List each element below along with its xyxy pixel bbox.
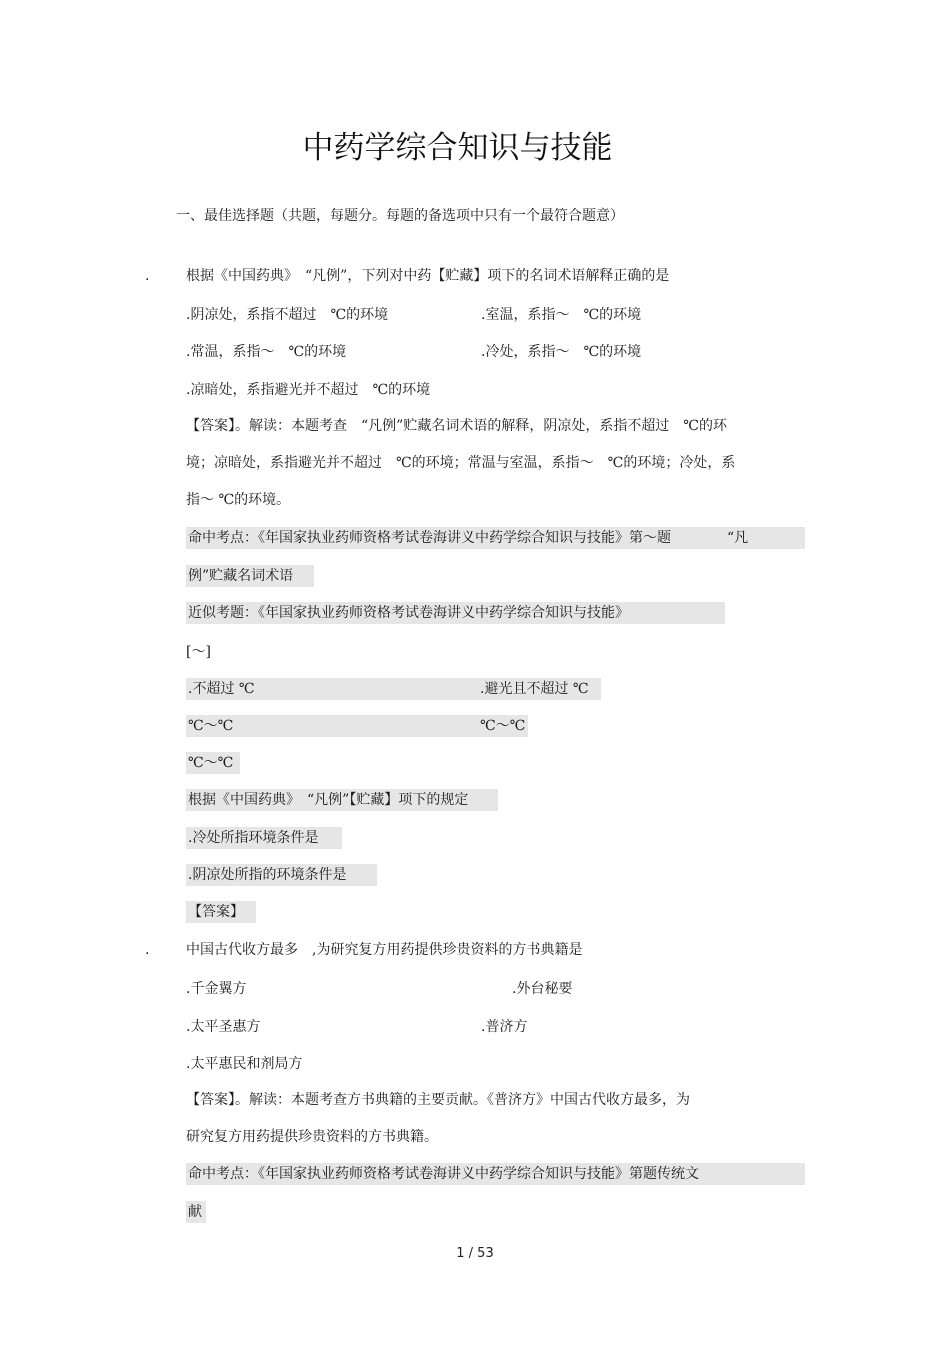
similar-option-a: .不超过 ℃ [188,681,255,697]
similar-option-c: ℃～℃ [188,718,234,734]
question-1-answer-line: 指～ ℃的环境。 [186,492,291,508]
question-1-option-a: .阴凉处，系指不超过 ℃的环境 [186,307,389,323]
document-title: 中药学综合知识与技能 [302,130,613,166]
question-2-answer-line: 研究复方用药提供珍贵资料的方书典籍。 [186,1129,438,1145]
question-2-hit-point: 命中考点：《年国家执业药师资格考试卷海讲义中药学综合知识与技能》第题传统文 [188,1166,699,1182]
sub-question-answer: 【答案】 [188,904,244,920]
question-1-option-c: .常温，系指～ ℃的环境 [186,344,347,360]
question-1-answer-line: 境；凉暗处，系指避光并不超过 ℃的环境；常温与室温，系指～ ℃的环境；冷处，系 [186,455,736,471]
similar-option-d: ℃～℃ [480,718,526,734]
question-2-option-e: .太平惠民和剂局方 [186,1056,303,1072]
sub-question-2: .阴凉处所指的环境条件是 [188,867,347,883]
question-2-option-c: .太平圣惠方 [186,1019,261,1035]
question-1-hit-point: 例”贮藏名词术语 [188,568,294,584]
similar-option-b: .避光且不超过 ℃ [480,681,589,697]
question-2-option-b: .外台秘要 [512,981,573,997]
question-1-similar-range: [～] [186,644,211,660]
highlight-block [186,715,528,737]
question-1-option-b: .室温，系指～ ℃的环境 [481,307,642,323]
question-2-stem: 中国古代收方最多 ,为研究复方用药提供珍贵资料的方书典籍是 [186,942,583,958]
question-1-similar-exam: 近似考题：《年国家执业药师资格考试卷海讲义中药学综合知识与技能》 [188,605,629,621]
question-2-hit-point: 献 [188,1204,202,1220]
page-number: 1 / 53 [456,1246,494,1261]
question-1-answer-line: 【答案】。解读：本题考查 “凡例”贮藏名词术语的解释，阴凉处，系指不超过 ℃的环 [186,418,727,434]
question-2-option-d: .普济方 [481,1019,528,1035]
question-1-hit-point: 命中考点：《年国家执业药师资格考试卷海讲义中药学综合知识与技能》第～题 “凡 [188,530,749,546]
question-1-option-e: .凉暗处，系指避光并不超过 ℃的环境 [186,382,431,398]
question-2-marker: . [145,942,150,958]
question-1-stem: 根据《中国药典》 “凡例”，下列对中药【贮藏】项下的名词术语解释正确的是 [186,268,670,284]
question-1-marker: . [145,268,150,284]
question-2-answer-line: 【答案】。解读：本题考查方书典籍的主要贡献。《普济方》中国古代收方最多，为 [186,1092,690,1108]
question-1-option-d: .冷处，系指～ ℃的环境 [481,344,642,360]
similar-option-e: ℃～℃ [188,755,234,771]
question-2-option-a: .千金翼方 [186,981,247,997]
section-heading: 一、最佳选择题（共题，每题分。每题的备选项中只有一个最符合题意） [176,208,624,224]
sub-question-stem: 根据《中国药典》 “凡例”【贮藏】项下的规定 [188,792,469,808]
sub-question-1: .冷处所指环境条件是 [188,830,319,846]
